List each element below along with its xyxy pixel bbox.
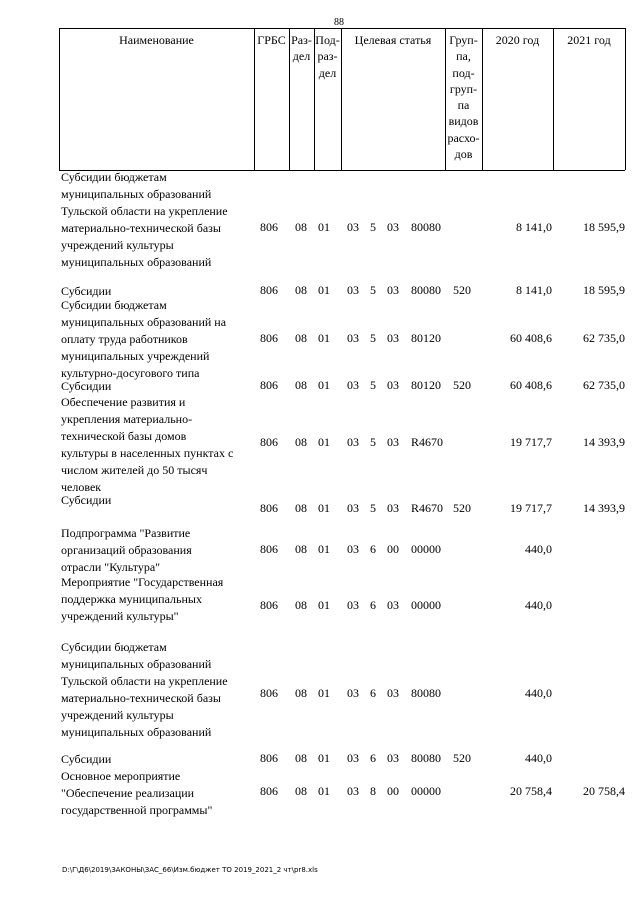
- cell-cel-statya-2: 5: [370, 220, 376, 234]
- cell-cel-statya-4: 80080: [411, 283, 441, 297]
- row-name-line: муниципальных образований на: [61, 315, 227, 329]
- cell-razdel: 08: [295, 220, 307, 234]
- cell-cel-statya-4: 00000: [411, 784, 441, 798]
- row-name-line: культурно-досугового типа: [61, 366, 200, 380]
- cell-cel-statya-3: 03: [387, 331, 399, 345]
- row-name-line: технической базы домов: [61, 429, 187, 443]
- cell-podrazdel: 01: [318, 542, 330, 556]
- row-name-line: оплату труда работников: [61, 332, 188, 346]
- cell-cel-statya-1: 03: [347, 542, 359, 556]
- cell-grbs: 806: [260, 378, 278, 392]
- cell-grbs: 806: [260, 542, 278, 556]
- cell-2020: 19 717,7: [510, 501, 552, 515]
- header-razdel-line: Раз-: [291, 33, 312, 47]
- cell-podrazdel: 01: [318, 598, 330, 612]
- cell-cel-statya-4: 80120: [411, 378, 441, 392]
- header-podrazdel: [314, 32, 341, 81]
- row-name-line: Субсидии бюджетам: [61, 170, 167, 184]
- cell-cel-statya-1: 03: [347, 378, 359, 392]
- cell-2021: 14 393,9: [583, 435, 625, 449]
- cell-cel-statya-2: 5: [370, 378, 376, 392]
- row-name-line: Субсидии: [61, 752, 112, 766]
- cell-cel-statya-1: 03: [347, 784, 359, 798]
- row-name-line: числом жителей до 50 тысяч: [61, 463, 208, 477]
- cell-cel-statya-1: 03: [347, 501, 359, 515]
- header-2021: 2021 год: [567, 33, 611, 47]
- header-name: Наименование: [119, 33, 194, 47]
- cell-grbs: 806: [260, 220, 278, 234]
- row-name-line: материально-технической базы: [61, 221, 221, 235]
- cell-podrazdel: 01: [318, 283, 330, 297]
- row-name-line: Тульской области на укрепление: [61, 674, 228, 688]
- cell-cel-statya-3: 03: [387, 220, 399, 234]
- cell-cel-statya-1: 03: [347, 331, 359, 345]
- cell-razdel: 08: [295, 283, 307, 297]
- row-name-line: муниципальных образований: [61, 187, 212, 201]
- header-gruppa-line: груп-: [449, 81, 478, 96]
- row-name-line: Основное мероприятие: [61, 769, 181, 783]
- cell-podrazdel: 01: [318, 751, 330, 765]
- cell-cel-statya-2: 6: [370, 686, 376, 700]
- cell-cel-statya-3: 00: [387, 784, 399, 798]
- page-number: 88: [334, 17, 344, 28]
- cell-grbs: 806: [260, 598, 278, 612]
- cell-cel-statya-2: 5: [370, 283, 376, 297]
- cell-razdel: 08: [295, 751, 307, 765]
- cell-gruppa: 520: [453, 751, 471, 765]
- cell-cel-statya-3: 03: [387, 501, 399, 515]
- cell-cel-statya-3: 00: [387, 542, 399, 556]
- row-name: [61, 378, 253, 395]
- row-name-line: государственной программы": [61, 803, 213, 817]
- header-grbs: ГРБС: [257, 33, 286, 47]
- cell-cel-statya-1: 03: [347, 435, 359, 449]
- cell-cel-statya-3: 03: [387, 751, 399, 765]
- cell-2020: 440,0: [525, 686, 552, 700]
- cell-podrazdel: 01: [318, 220, 330, 234]
- cell-2020: 60 408,6: [510, 331, 552, 345]
- cell-cel-statya-1: 03: [347, 598, 359, 612]
- row-name-line: Субсидии: [61, 379, 112, 393]
- cell-cel-statya-2: 5: [370, 331, 376, 345]
- cell-2021: 62 735,0: [583, 331, 625, 345]
- cell-cel-statya-4: R4670: [411, 435, 444, 449]
- cell-cel-statya-2: 6: [370, 542, 376, 556]
- header-gruppa: [445, 32, 482, 162]
- header-divider: [341, 28, 342, 170]
- row-name-line: Субсидии: [61, 493, 112, 507]
- cell-grbs: 806: [260, 501, 278, 515]
- footer-file-path: D:\Г\Д6\2019\ЗАКОНЫ\ЗАС_66\Изм.бюджет ТО 2019_2021_2 чт\pr8.xls: [62, 866, 318, 874]
- cell-grbs: 806: [260, 331, 278, 345]
- row-name: [61, 639, 253, 741]
- row-name: [61, 492, 253, 509]
- header-podrazdel-line: Под-: [315, 33, 340, 47]
- header-2020: 2020 год: [495, 33, 540, 47]
- row-name-line: муниципальных учреждений: [61, 349, 210, 363]
- cell-cel-statya-1: 03: [347, 686, 359, 700]
- header-cel-statya: Целевая статья: [354, 33, 432, 47]
- row-name-line: организаций образования: [61, 543, 192, 557]
- cell-podrazdel: 01: [318, 501, 330, 515]
- cell-2020: 440,0: [525, 598, 552, 612]
- cell-2020: 8 141,0: [516, 220, 552, 234]
- cell-razdel: 08: [295, 542, 307, 556]
- cell-podrazdel: 01: [318, 331, 330, 345]
- row-name-line: муниципальных образований: [61, 657, 212, 671]
- cell-gruppa: 520: [453, 501, 471, 515]
- cell-razdel: 08: [295, 331, 307, 345]
- row-name-line: Субсидии бюджетам: [61, 298, 167, 312]
- cell-cel-statya-4: 80120: [411, 331, 441, 345]
- cell-cel-statya-3: 03: [387, 435, 399, 449]
- cell-2020: 8 141,0: [516, 283, 552, 297]
- header-divider: [59, 28, 60, 170]
- row-name-line: муниципальных образований: [61, 725, 212, 739]
- cell-cel-statya-4: 00000: [411, 598, 441, 612]
- row-name: [61, 394, 253, 496]
- cell-2021: 18 595,9: [583, 220, 625, 234]
- row-name-line: Субсидии бюджетам: [61, 640, 167, 654]
- row-name: [61, 169, 253, 271]
- cell-cel-statya-3: 03: [387, 378, 399, 392]
- cell-cel-statya-3: 03: [387, 598, 399, 612]
- cell-cel-statya-3: 03: [387, 686, 399, 700]
- header-gruppa-line: па,: [456, 49, 471, 64]
- header-podrazdel-line: раз-: [317, 49, 338, 64]
- cell-2021: 18 595,9: [583, 283, 625, 297]
- cell-podrazdel: 01: [318, 784, 330, 798]
- table-header: [59, 28, 625, 171]
- cell-cel-statya-4: R4670: [411, 501, 444, 515]
- row-name-line: учреждений культуры": [61, 609, 179, 623]
- cell-grbs: 806: [260, 435, 278, 449]
- row-name-line: материально-технической базы: [61, 691, 221, 705]
- cell-2020: 19 717,7: [510, 435, 552, 449]
- cell-grbs: 806: [260, 686, 278, 700]
- header-gruppa-line: видов: [448, 114, 479, 129]
- cell-cel-statya-4: 00000: [411, 542, 441, 556]
- cell-gruppa: 520: [453, 378, 471, 392]
- header-gruppa-line: дов: [454, 147, 473, 162]
- row-name-line: человек: [61, 480, 102, 494]
- cell-cel-statya-3: 03: [387, 283, 399, 297]
- header-razdel: [289, 32, 314, 65]
- cell-gruppa: 520: [453, 283, 471, 297]
- cell-cel-statya-4: 80080: [411, 686, 441, 700]
- cell-podrazdel: 01: [318, 378, 330, 392]
- header-podrazdel-line: дел: [318, 65, 337, 80]
- cell-razdel: 08: [295, 501, 307, 515]
- row-name-line: укрепления материально-: [61, 412, 193, 426]
- cell-podrazdel: 01: [318, 435, 330, 449]
- row-name-line: Тульской области на укрепление: [61, 204, 228, 218]
- row-name: [61, 751, 253, 768]
- cell-2021: 62 735,0: [583, 378, 625, 392]
- row-name: [61, 574, 253, 625]
- row-name-line: учреждений культуры: [61, 238, 174, 252]
- row-name-line: учреждений культуры: [61, 708, 174, 722]
- header-gruppa-line: па: [457, 98, 470, 113]
- header-gruppa-line: расхо-: [447, 130, 480, 145]
- cell-cel-statya-1: 03: [347, 283, 359, 297]
- cell-cel-statya-2: 5: [370, 501, 376, 515]
- cell-2020: 60 408,6: [510, 378, 552, 392]
- row-name-line: отрасли "Культура": [61, 560, 161, 574]
- row-name-line: Мероприятие "Государственная: [61, 575, 224, 589]
- row-name-line: муниципальных образований: [61, 255, 212, 269]
- header-divider: [625, 28, 626, 170]
- cell-2021: 20 758,4: [583, 784, 625, 798]
- header-divider: [553, 28, 554, 170]
- cell-2020: 440,0: [525, 542, 552, 556]
- header-divider: [482, 28, 483, 170]
- cell-razdel: 08: [295, 784, 307, 798]
- row-name-line: Обеспечение развития и: [61, 395, 186, 409]
- row-name-line: поддержка муниципальных: [61, 592, 202, 606]
- cell-cel-statya-1: 03: [347, 751, 359, 765]
- cell-cel-statya-1: 03: [347, 220, 359, 234]
- cell-cel-statya-2: 8: [370, 784, 376, 798]
- header-gruppa-line: Груп-: [449, 33, 478, 47]
- row-name: [61, 768, 253, 819]
- cell-grbs: 806: [260, 283, 278, 297]
- cell-2021: 14 393,9: [583, 501, 625, 515]
- cell-cel-statya-2: 5: [370, 435, 376, 449]
- cell-razdel: 08: [295, 686, 307, 700]
- cell-cel-statya-2: 6: [370, 598, 376, 612]
- cell-grbs: 806: [260, 751, 278, 765]
- row-name: [61, 525, 253, 576]
- header-razdel-line: дел: [292, 49, 311, 64]
- cell-cel-statya-4: 80080: [411, 751, 441, 765]
- cell-razdel: 08: [295, 598, 307, 612]
- row-name-line: "Обеспечение реализации: [61, 786, 195, 800]
- header-divider: [254, 28, 255, 170]
- cell-razdel: 08: [295, 378, 307, 392]
- cell-2020: 20 758,4: [510, 784, 552, 798]
- header-gruppa-line: под-: [452, 65, 475, 80]
- row-name-line: Подпрограмма "Развитие: [61, 526, 191, 540]
- row-name-line: культуры в населенных пунктах с: [61, 446, 234, 460]
- cell-cel-statya-2: 6: [370, 751, 376, 765]
- cell-razdel: 08: [295, 435, 307, 449]
- cell-cel-statya-4: 80080: [411, 220, 441, 234]
- row-name-line: Субсидии: [61, 284, 112, 298]
- row-name: [61, 297, 253, 382]
- cell-podrazdel: 01: [318, 686, 330, 700]
- cell-2020: 440,0: [525, 751, 552, 765]
- cell-grbs: 806: [260, 784, 278, 798]
